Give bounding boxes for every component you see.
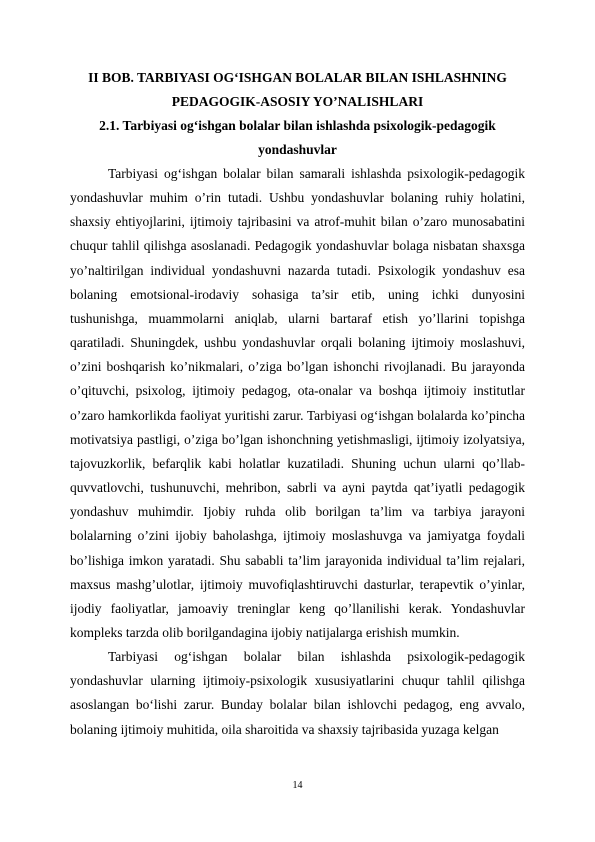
body-text — [70, 162, 525, 742]
page-number: 14 — [292, 780, 303, 791]
chapter-heading: II BOB. TARBIYASI OG‘ISHGAN BOLALAR BILAN ISHLASHNING PEDAGOGIK-ASOSIY YO’NALISHLARI — [88, 70, 507, 109]
section-heading: 2.1. Tarbiyasi og‘ishgan bolalar bilan ishlashda psixologik-pedagogik yondashuvlar — [99, 118, 496, 157]
paragraph: Tarbiyasi og‘ishgan bolalar bilan samarali ishlashda psixologik-pedagogik yondashuvlar muhim o’rin tutadi. Ushbu yondashuvlar bolaning ruhiy holatini, shaxsiy ehtiyojlarini, ijtimoiy tajribasini va atrof-muhit bilan o’zaro munosabatini chuqur tahlil qilishga asoslanadi. Pedagogik yondashuvlar bolaga nisbatan shaxsga yo’naltirilgan individual yondashuvni nazarda tutadi. Psixologik yondashuv esa bolaning emotsional-irodaviy sohasiga ta’sir etib, uning ichki dunyosini tushunishga, muammolarni aniqlab, ularni bartaraf etish yo’llarini topishga qaratiladi. Shuningdek, ushbu yondashuvlar orqali bolaning ijtimoiy moslashuvi, o’zini boshqarish ko’nikmalari, o’ziga bo’lgan ishonchi rivojlanadi. Bu jarayonda o’qituvchi, psixolog, ijtimoiy pedagog, ota-onalar va boshqa ijtimoiy institutlar o’zaro hamkorlikda faoliyat yuritishi zarur. Tarbiyasi og‘ishgan bolalarda ko’pincha motivatsiya pastligi, o’ziga bo’lgan ishonchning yetishmasligi, ijtimoiy izolyatsiya, tajovuzkorlik, befarqlik kabi holatlar kuzatiladi. Shuning uchun ularni qo’llab-quvvatlovchi, tushunuvchi, mehribon, sabrli va ayni paytda qat’iyatli pedagogik yondashuv muhimdir. Ijobiy ruhda olib borilgan ta’lim va tarbiya jarayoni bolalarning o’zini ijobiy baholashga, ijtimoiy moslashuvga va jamiyatga foydali bo’lishiga imkon yaratadi. Shu sababli ta’lim jarayonida individual ta’lim rejalari, maxsus mashg’ulotlar, ijtimoiy muvofiqlashtiruvchi dasturlar, terapevtik o’yinlar, ijodiy faoliyatlar, jamoaviy treninglar keng qo’llanilishi kerak. Yondashuvlar kompleks tarzda olib borilgandagina ijobiy natijalarga erishish mumkin. — [70, 166, 525, 640]
paragraph: Tarbiyasi og‘ishgan bolalar bilan ishlashda psixologik-pedagogik yondashuvlar ularning ijtimoiy-psixologik xususiyatlarini chuqur tahlil qilishga asoslangan bo‘lishi zarur. Bunday bolalar bilan ishlovchi pedagog, eng avvalo, bolaning ijtimoiy muhitida, oila sharoitida va shaxsiy tajribasida yuzaga kelgan — [70, 649, 525, 737]
